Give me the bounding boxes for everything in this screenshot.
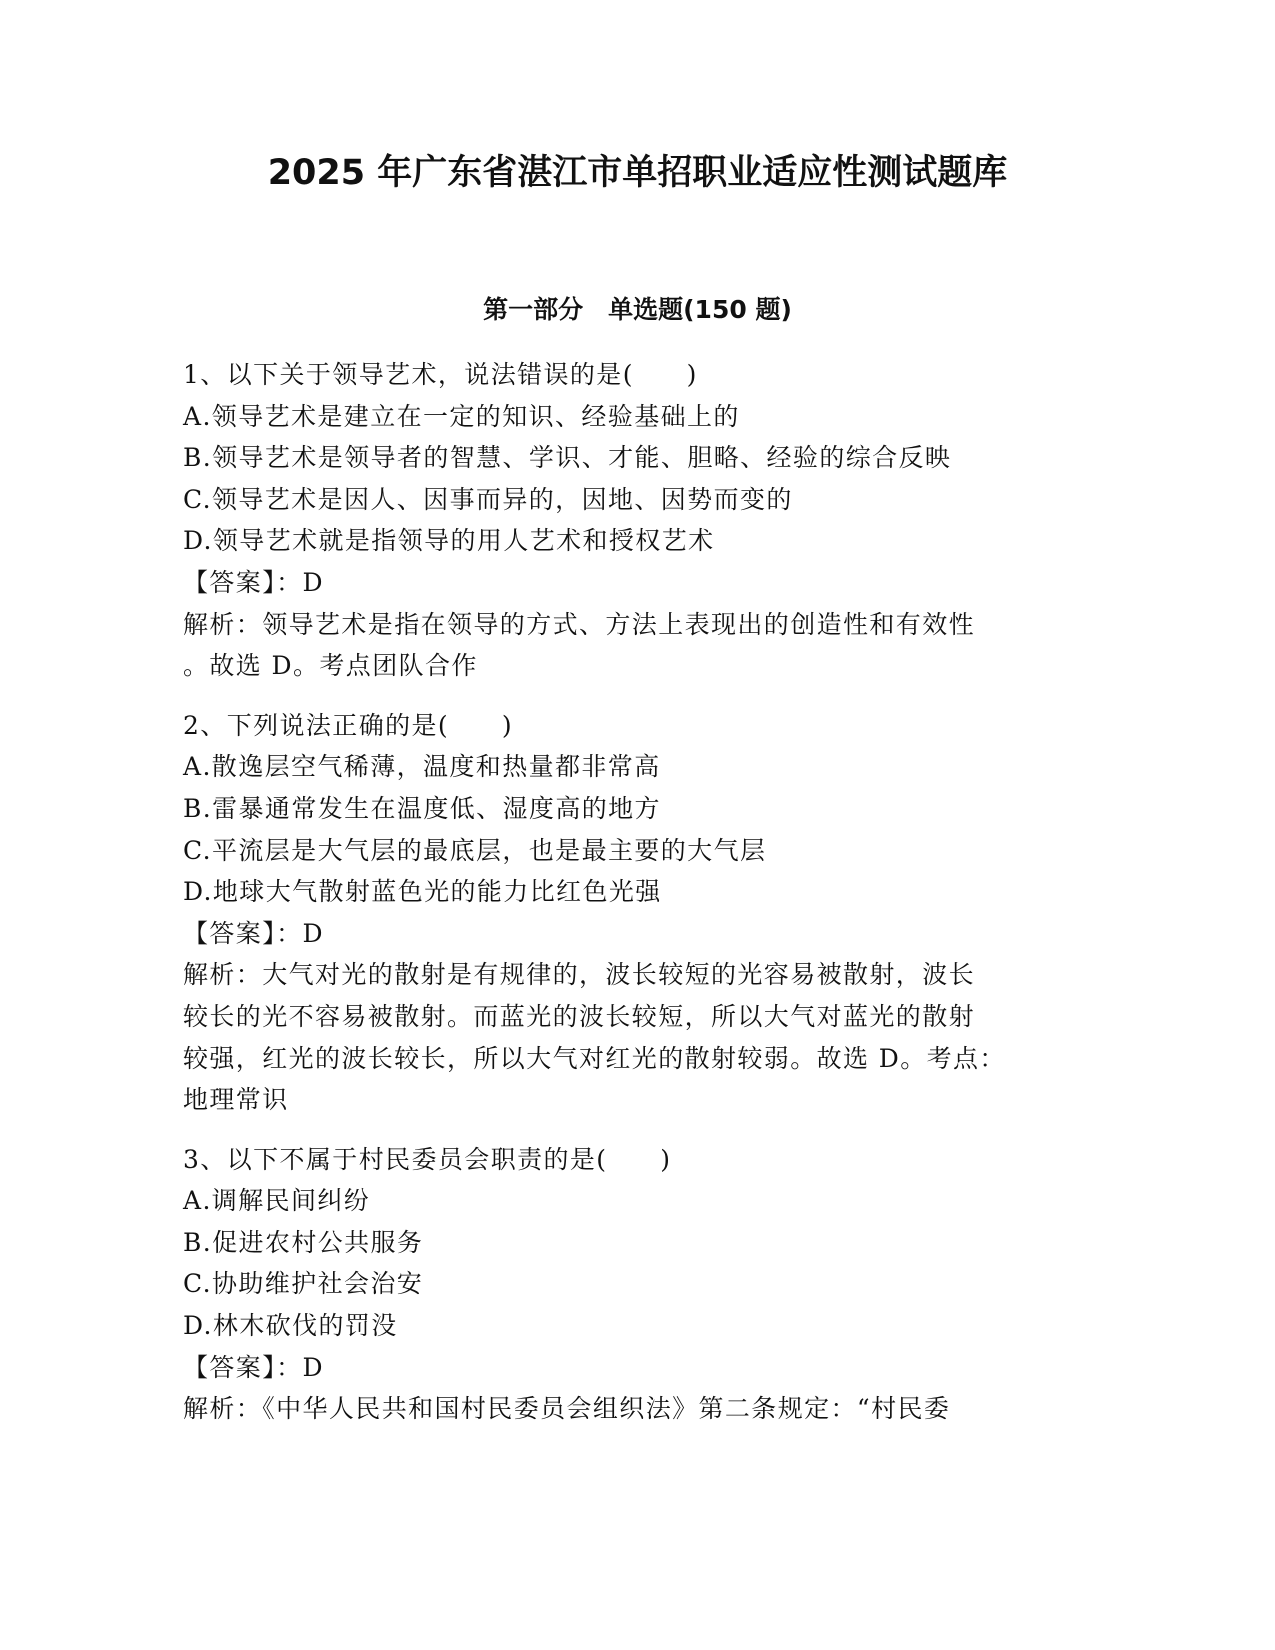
answer-line: 【答案】：D xyxy=(183,1352,324,1382)
option-b: B.雷暴通常发生在温度低、湿度高的地方 xyxy=(183,793,661,823)
document-title: 2025 年广东省湛江市单招职业适应性测试题库 xyxy=(267,153,1008,193)
answer-line: 【答案】：D xyxy=(183,567,324,597)
question-stem: 1、以下关于领导艺术，说法错误的是( ) xyxy=(183,360,698,389)
section-heading: 第一部分 单选题(150 题) xyxy=(483,295,792,324)
option-d: D.地球大气散射蓝色光的能力比红色光强 xyxy=(183,877,662,907)
question-2 xyxy=(183,705,1063,1121)
option-a: A.调解民间纠纷 xyxy=(183,1186,371,1216)
option-b: B.促进农村公共服务 xyxy=(183,1227,424,1257)
analysis-line: 解析：大气对光的散射是有规律的，波长较短的光容易被散射，波长 xyxy=(183,960,976,990)
analysis-line: 解析：《中华人民共和国村民委员会组织法》第二条规定：“村民委 xyxy=(183,1394,951,1424)
option-d: D.领导艺术就是指领导的用人艺术和授权艺术 xyxy=(183,526,715,556)
option-a: A.散逸层空气稀薄，温度和热量都非常高 xyxy=(183,752,661,782)
analysis-line: 较长的光不容易被散射。而蓝光的波长较短，所以大气对蓝光的散射 xyxy=(183,1001,976,1031)
analysis-line: 地理常识 xyxy=(183,1085,289,1115)
option-c: C.协助维护社会治安 xyxy=(183,1269,424,1299)
option-b: B.领导艺术是领导者的智慧、学识、才能、胆略、经验的综合反映 xyxy=(183,443,952,473)
analysis-line: 较强，红光的波长较长，所以大气对红光的散射较弱。故选 D。考点： xyxy=(183,1043,1006,1073)
answer-line: 【答案】：D xyxy=(183,918,324,948)
question-1 xyxy=(183,354,1063,687)
option-c: C.领导艺术是因人、因事而异的，因地、因势而变的 xyxy=(183,484,793,514)
question-list xyxy=(183,354,1063,1448)
option-c: C.平流层是大气层的最底层，也是最主要的大气层 xyxy=(183,835,767,865)
question-stem: 2、下列说法正确的是( ) xyxy=(183,710,514,740)
question-stem: 3、以下不属于村民委员会职责的是( ) xyxy=(183,1144,672,1174)
question-3 xyxy=(183,1139,1063,1430)
option-d: D.林木砍伐的罚没 xyxy=(183,1311,398,1341)
option-a: A.领导艺术是建立在一定的知识、经验基础上的 xyxy=(183,401,740,431)
analysis-line: 解析：领导艺术是指在领导的方式、方法上表现出的创造性和有效性 xyxy=(183,609,976,639)
analysis-line: 。故选 D。考点团队合作 xyxy=(183,651,478,681)
